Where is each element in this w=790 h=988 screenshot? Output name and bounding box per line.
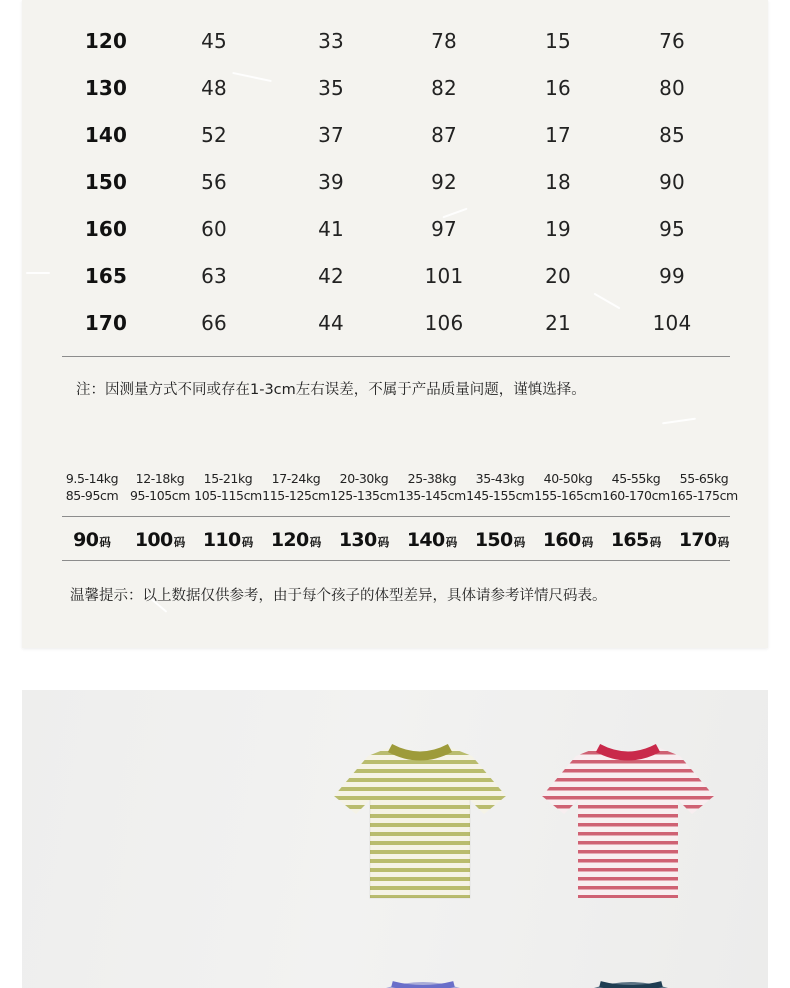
measure-cell: 42 bbox=[318, 263, 344, 288]
weight-range: 20-30kg bbox=[339, 471, 389, 486]
size-code-unit: 码 bbox=[241, 535, 254, 549]
paper-fiber bbox=[26, 272, 50, 274]
size-code-number: 160 bbox=[542, 529, 581, 551]
size-code-row bbox=[58, 520, 738, 560]
height-range: 165-175cm bbox=[670, 488, 738, 503]
measure-cell: 66 bbox=[201, 310, 227, 335]
height-range: 115-125cm bbox=[262, 488, 330, 503]
size-cell: 150 bbox=[84, 169, 128, 194]
weight-range: 17-24kg bbox=[271, 471, 321, 486]
measure-cell: 21 bbox=[545, 310, 571, 335]
codes-bottom-divider bbox=[62, 560, 730, 561]
range-column bbox=[670, 470, 738, 504]
size-code-number: 100 bbox=[134, 529, 173, 551]
size-code bbox=[262, 529, 330, 551]
table-row bbox=[60, 111, 730, 158]
measure-cell: 92 bbox=[431, 169, 457, 194]
size-code-number: 90 bbox=[73, 529, 99, 551]
striped-tshirt-navy-image bbox=[586, 978, 676, 988]
measure-cell: 76 bbox=[659, 28, 685, 53]
size-code-unit: 码 bbox=[445, 535, 458, 549]
striped-tshirt-red-image bbox=[538, 742, 718, 906]
range-column bbox=[58, 470, 126, 504]
size-code-number: 165 bbox=[610, 529, 649, 551]
size-code-number: 170 bbox=[678, 529, 717, 551]
range-column bbox=[330, 470, 398, 504]
weight-range: 55-65kg bbox=[679, 471, 729, 486]
size-chart-card bbox=[22, 0, 768, 648]
paper-fiber bbox=[662, 418, 696, 425]
weight-range: 25-38kg bbox=[407, 471, 457, 486]
size-measurement-table bbox=[60, 17, 730, 346]
product-photo-panel bbox=[22, 690, 768, 988]
size-code-unit: 码 bbox=[649, 535, 662, 549]
measure-cell: 20 bbox=[545, 263, 571, 288]
range-column bbox=[262, 470, 330, 504]
size-code-number: 120 bbox=[270, 529, 309, 551]
measure-cell: 56 bbox=[201, 169, 227, 194]
weight-range: 12-18kg bbox=[135, 471, 185, 486]
range-column bbox=[466, 470, 534, 504]
size-cell: 140 bbox=[84, 122, 128, 147]
sizing-tip: 温馨提示：以上数据仅供参考，由于每个孩子的体型差异，具体请参考详情尺码表。 bbox=[70, 588, 607, 604]
range-column bbox=[194, 470, 262, 504]
size-code bbox=[194, 529, 262, 551]
measure-cell: 104 bbox=[652, 310, 692, 335]
table-row bbox=[60, 252, 730, 299]
height-range: 145-155cm bbox=[466, 488, 534, 503]
measure-cell: 95 bbox=[659, 216, 685, 241]
size-code bbox=[330, 529, 398, 551]
height-range: 85-95cm bbox=[65, 488, 119, 503]
measure-cell: 17 bbox=[545, 122, 571, 147]
measure-cell: 33 bbox=[318, 28, 344, 53]
measure-cell: 60 bbox=[201, 216, 227, 241]
measure-cell: 80 bbox=[659, 75, 685, 100]
measure-cell: 44 bbox=[318, 310, 344, 335]
size-code-number: 150 bbox=[474, 529, 513, 551]
measure-cell: 45 bbox=[201, 28, 227, 53]
measure-cell: 37 bbox=[318, 122, 344, 147]
height-range: 135-145cm bbox=[398, 488, 466, 503]
height-range: 125-135cm bbox=[330, 488, 398, 503]
striped-tshirt-green-image bbox=[330, 742, 510, 906]
table-divider bbox=[62, 356, 730, 357]
measure-cell: 48 bbox=[201, 75, 227, 100]
measure-cell: 15 bbox=[545, 28, 571, 53]
measure-cell: 52 bbox=[201, 122, 227, 147]
measure-cell: 87 bbox=[431, 122, 457, 147]
size-code bbox=[670, 529, 738, 551]
height-range: 105-115cm bbox=[194, 488, 262, 503]
range-column bbox=[398, 470, 466, 504]
size-code bbox=[534, 529, 602, 551]
measure-cell: 101 bbox=[424, 263, 464, 288]
size-cell: 170 bbox=[84, 310, 128, 335]
table-row bbox=[60, 299, 730, 346]
height-range: 155-165cm bbox=[534, 488, 602, 503]
size-cell: 160 bbox=[84, 216, 128, 241]
size-code bbox=[126, 529, 194, 551]
size-code-unit: 码 bbox=[99, 535, 111, 549]
size-code-unit: 码 bbox=[309, 535, 322, 549]
size-code bbox=[58, 529, 126, 551]
measure-cell: 78 bbox=[431, 28, 457, 53]
size-code bbox=[466, 529, 534, 551]
measure-cell: 82 bbox=[431, 75, 457, 100]
table-row bbox=[60, 205, 730, 252]
measure-cell: 19 bbox=[545, 216, 571, 241]
size-code-unit: 码 bbox=[377, 535, 390, 549]
size-code bbox=[602, 529, 670, 551]
size-code-number: 130 bbox=[338, 529, 377, 551]
measure-cell: 18 bbox=[545, 169, 571, 194]
range-column bbox=[534, 470, 602, 504]
size-cell: 130 bbox=[84, 75, 128, 100]
size-code-unit: 码 bbox=[717, 535, 730, 549]
codes-top-divider bbox=[62, 516, 730, 517]
measure-cell: 97 bbox=[431, 216, 457, 241]
measure-cell: 99 bbox=[659, 263, 685, 288]
range-column bbox=[126, 470, 194, 504]
weight-range: 35-43kg bbox=[475, 471, 525, 486]
table-row bbox=[60, 64, 730, 111]
size-code bbox=[398, 529, 466, 551]
striped-tshirt-blue-image bbox=[378, 978, 468, 988]
size-code-unit: 码 bbox=[581, 535, 594, 549]
measure-cell: 16 bbox=[545, 75, 571, 100]
size-code-number: 110 bbox=[202, 529, 241, 551]
height-range: 160-170cm bbox=[602, 488, 670, 503]
weight-height-ranges bbox=[58, 470, 738, 504]
table-row bbox=[60, 158, 730, 205]
measure-cell: 85 bbox=[659, 122, 685, 147]
weight-range: 40-50kg bbox=[543, 471, 593, 486]
size-code-unit: 码 bbox=[513, 535, 526, 549]
measure-cell: 41 bbox=[318, 216, 344, 241]
measure-cell: 90 bbox=[659, 169, 685, 194]
measure-cell: 63 bbox=[201, 263, 227, 288]
measure-cell: 35 bbox=[318, 75, 344, 100]
size-cell: 165 bbox=[84, 263, 128, 288]
weight-range: 15-21kg bbox=[203, 471, 253, 486]
height-range: 95-105cm bbox=[129, 488, 191, 503]
size-code-unit: 码 bbox=[173, 535, 186, 549]
range-column bbox=[602, 470, 670, 504]
measure-cell: 39 bbox=[318, 169, 344, 194]
weight-range: 9.5-14kg bbox=[65, 471, 119, 486]
weight-range: 45-55kg bbox=[611, 471, 661, 486]
size-code-number: 140 bbox=[406, 529, 445, 551]
measure-cell: 106 bbox=[424, 310, 464, 335]
size-cell: 120 bbox=[84, 28, 128, 53]
table-row bbox=[60, 17, 730, 64]
measurement-note: 注：因测量方式不同或存在1-3cm左右误差，不属于产品质量问题，谨慎选择。 bbox=[76, 382, 586, 398]
